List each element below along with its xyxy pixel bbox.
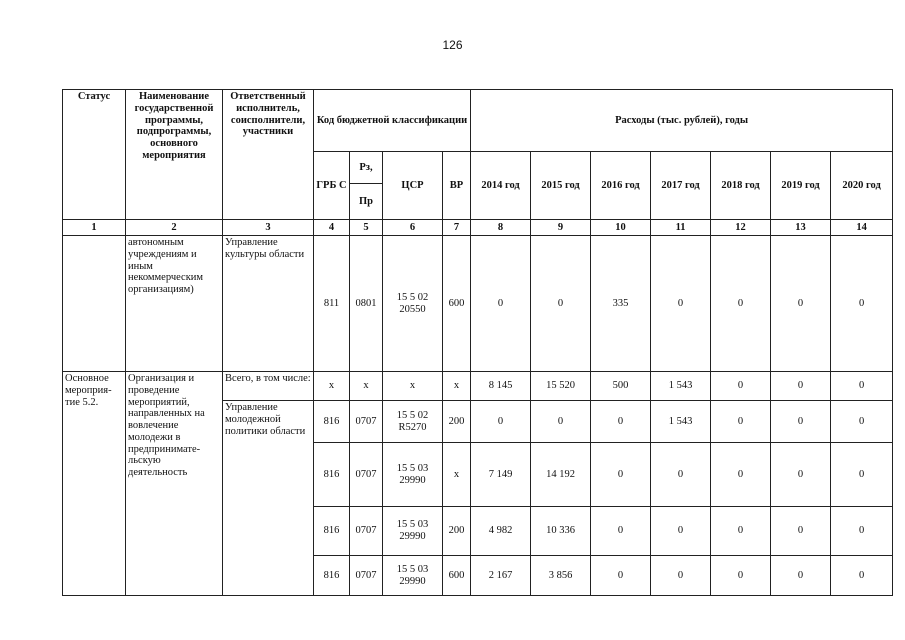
value-2018: 0 — [711, 372, 771, 401]
value-2015: 0 — [531, 401, 591, 443]
value-2020: 0 — [831, 443, 893, 507]
rzpr-cell: 0801 — [350, 236, 383, 372]
executor-cell: Управление культуры области — [223, 236, 314, 372]
value-2018: 0 — [711, 401, 771, 443]
header-grbs: ГРБ С — [314, 152, 350, 220]
executor-cell: Управление молодежной политики области — [223, 401, 314, 596]
value-2019: 0 — [771, 236, 831, 372]
vr-cell: 600 — [443, 556, 471, 596]
value-2017: 1 543 — [651, 401, 711, 443]
vr-cell: х — [443, 443, 471, 507]
page-number: 126 — [442, 38, 463, 52]
rzpr-cell: х — [350, 372, 383, 401]
budget-table — [62, 89, 893, 596]
value-2019: 0 — [771, 401, 831, 443]
value-2017: 1 543 — [651, 372, 711, 401]
column-number: 4 — [314, 220, 350, 236]
column-number: 14 — [831, 220, 893, 236]
table-row-total — [63, 372, 893, 401]
header-expenses: Расходы (тыс. рублей), годы — [471, 90, 893, 152]
value-2015: 3 856 — [531, 556, 591, 596]
value-2017: 0 — [651, 443, 711, 507]
header-pr: Пр — [350, 184, 383, 220]
value-2019: 0 — [771, 556, 831, 596]
csr-cell: 15 5 03 29990 — [383, 507, 443, 556]
value-2018: 0 — [711, 236, 771, 372]
value-2019: 0 — [771, 372, 831, 401]
grbs-cell: 816 — [314, 556, 350, 596]
value-2016: 0 — [591, 443, 651, 507]
value-2018: 0 — [711, 443, 771, 507]
column-number: 1 — [63, 220, 126, 236]
column-number: 5 — [350, 220, 383, 236]
header-row — [63, 90, 893, 152]
header-year-2019: 2019 год — [771, 152, 831, 220]
vr-cell: х — [443, 372, 471, 401]
value-2017: 0 — [651, 507, 711, 556]
rzpr-cell: 0707 — [350, 556, 383, 596]
value-2020: 0 — [831, 507, 893, 556]
column-number: 3 — [223, 220, 314, 236]
header-budget-code: Код бюджетной классификации — [314, 90, 471, 152]
value-2014: 7 149 — [471, 443, 531, 507]
value-2020: 0 — [831, 372, 893, 401]
rzpr-cell: 0707 — [350, 443, 383, 507]
value-2014: 4 982 — [471, 507, 531, 556]
column-number: 11 — [651, 220, 711, 236]
rzpr-cell: 0707 — [350, 507, 383, 556]
table-row — [63, 236, 893, 372]
value-2019: 0 — [771, 443, 831, 507]
column-number: 13 — [771, 220, 831, 236]
value-2014: 0 — [471, 236, 531, 372]
value-2016: 0 — [591, 401, 651, 443]
csr-cell: 15 5 02 R5270 — [383, 401, 443, 443]
header-year-2014: 2014 год — [471, 152, 531, 220]
grbs-cell: х — [314, 372, 350, 401]
header-year-2015: 2015 год — [531, 152, 591, 220]
column-number: 9 — [531, 220, 591, 236]
header-rz: Рз, — [350, 152, 383, 184]
header-csr: ЦСР — [383, 152, 443, 220]
total-label-cell: Всего, в том числе: — [223, 372, 314, 401]
value-2016: 0 — [591, 507, 651, 556]
vr-cell: 200 — [443, 507, 471, 556]
column-number: 7 — [443, 220, 471, 236]
column-number: 6 — [383, 220, 443, 236]
column-number: 12 — [711, 220, 771, 236]
grbs-cell: 816 — [314, 507, 350, 556]
column-numbers-row — [63, 220, 893, 236]
grbs-cell: 816 — [314, 443, 350, 507]
vr-cell: 600 — [443, 236, 471, 372]
value-2017: 0 — [651, 556, 711, 596]
header-year-2017: 2017 год — [651, 152, 711, 220]
value-2020: 0 — [831, 236, 893, 372]
grbs-cell: 811 — [314, 236, 350, 372]
value-2015: 14 192 — [531, 443, 591, 507]
rzpr-cell: 0707 — [350, 401, 383, 443]
header-program-name: Наименование государственной программы, подпрограммы, основного мероприятия — [126, 90, 223, 220]
column-number: 10 — [591, 220, 651, 236]
column-number: 2 — [126, 220, 223, 236]
header-status: Статус — [63, 90, 126, 220]
status-cell — [63, 236, 126, 372]
value-2015: 0 — [531, 236, 591, 372]
csr-cell: х — [383, 372, 443, 401]
column-number: 8 — [471, 220, 531, 236]
value-2014: 2 167 — [471, 556, 531, 596]
program-name-cell: автономным учреждениям и иным некоммерческим организациям) — [126, 236, 223, 372]
header-year-2018: 2018 год — [711, 152, 771, 220]
header-year-2016: 2016 год — [591, 152, 651, 220]
value-2019: 0 — [771, 507, 831, 556]
value-2014: 8 145 — [471, 372, 531, 401]
value-2016: 0 — [591, 556, 651, 596]
value-2020: 0 — [831, 556, 893, 596]
csr-cell: 15 5 03 29990 — [383, 443, 443, 507]
value-2016: 335 — [591, 236, 651, 372]
value-2018: 0 — [711, 556, 771, 596]
grbs-cell: 816 — [314, 401, 350, 443]
status-cell: Основное мероприя-тие 5.2. — [63, 372, 126, 596]
value-2014: 0 — [471, 401, 531, 443]
value-2018: 0 — [711, 507, 771, 556]
value-2015: 10 336 — [531, 507, 591, 556]
value-2017: 0 — [651, 236, 711, 372]
csr-cell: 15 5 03 29990 — [383, 556, 443, 596]
csr-cell: 15 5 02 20550 — [383, 236, 443, 372]
value-2020: 0 — [831, 401, 893, 443]
value-2016: 500 — [591, 372, 651, 401]
header-year-2020: 2020 год — [831, 152, 893, 220]
vr-cell: 200 — [443, 401, 471, 443]
header-executor: Ответственный исполнитель, соисполнители, участники — [223, 90, 314, 220]
program-name-cell: Организация и проведение мероприятий, направленных на вовлечение молодежи в предпринимате-льскую деятельность — [126, 372, 223, 596]
header-vr: ВР — [443, 152, 471, 220]
value-2015: 15 520 — [531, 372, 591, 401]
